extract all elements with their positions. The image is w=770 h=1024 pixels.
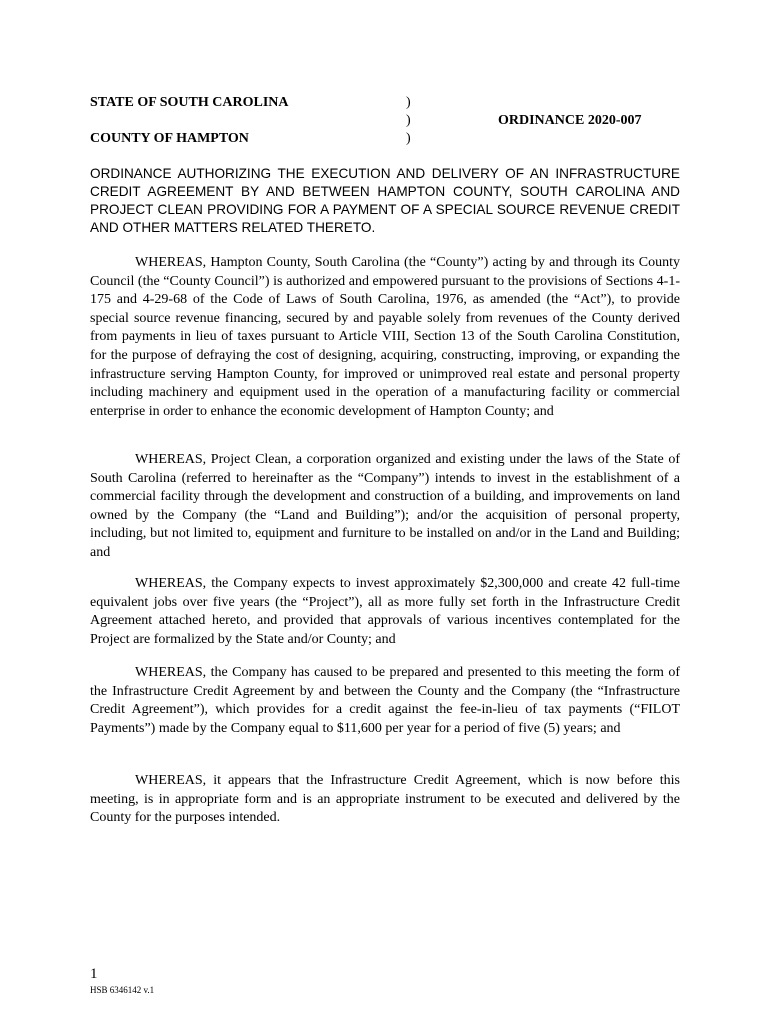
- whereas-paragraph: WHEREAS, Hampton County, South Carolina (the “County”) acting by and through its County Council (the “County Council”) is authorized and empowered pursuant to the provisions of Sections 4-1-175 and 4-29-68 of the Code of Laws of South Carolina, 1976, as amended (the “Act”), to provide special source revenue financing, secured by and payable solely from revenues of the County derived from payments in lieu of taxes pursuant to Article VIII, Section 13 of the South Carolina Constitution, for the purpose of defraying the cost of designing, acquiring, constructing, improving, or expanding the infrastructure serving Hampton County, for improved or unimproved real estate and personal property including machinery and equipment used in the operation of a manufacturing facility or commercial enterprise in order to enhance the economic development of Hampton County; and: [90, 255, 680, 419]
- whereas-paragraph: WHEREAS, it appears that the Infrastructure Credit Agreement, which is now before this meeting, is in appropriate form and is an appropriate instrument to be executed and delivered by the County for the purposes intended.: [90, 773, 680, 826]
- caption-paren: ): [406, 95, 411, 110]
- whereas-paragraph: WHEREAS, Project Clean, a corporation organized and existing under the laws of the State of South Carolina (referred to hereinafter as the “Company”) intends to invest in the establishment of a commercial facility through the development and construction of a building, and improvements on land owned by the Company (the “Land and Building”); and/or the acquisition of personal property, including, but not limited to, equipment and furniture to be installed on and/or in the Land and Building; and: [90, 452, 680, 560]
- whereas-paragraph: WHEREAS, the Company expects to invest approximately $2,300,000 and create 42 full-time equivalent jobs over five years (the “Project”), all as more fully set forth in the Infrastructure Credit Agreement attached hereto, and provided that approvals of various incentives contemplated for the Project are formalized by the State and/or County; and: [90, 576, 680, 647]
- ordinance-title: ORDINANCE AUTHORIZING THE EXECUTION AND DELIVERY OF AN INFRASTRUCTURE CREDIT AGREEMENT BY AND BETWEEN HAMPTON COUNTY, SOUTH CAROLINA AND PROJECT CLEAN PROVIDING FOR A PAYMENT OF A SPECIAL SOURCE REVENUE CREDIT AND OTHER MATTERS RELATED THERETO.: [90, 166, 680, 235]
- page-number: 1: [90, 966, 98, 982]
- caption-paren: ): [406, 131, 411, 146]
- whereas-paragraph: WHEREAS, the Company has caused to be prepared and presented to this meeting the form of the Infrastructure Credit Agreement by and between the County and the Company (the “Infrastructure Credit Agreement”), which provides for a credit against the fee-in-lieu of tax payments (“FILOT Payments”) made by the Company equal to $11,600 per year for a period of five (5) years; and: [90, 665, 680, 736]
- state-caption: STATE OF SOUTH CAROLINA: [90, 95, 289, 110]
- county-caption: COUNTY OF HAMPTON: [90, 131, 249, 146]
- ordinance-number: ORDINANCE 2020-007: [498, 113, 642, 128]
- caption-paren: ): [406, 113, 411, 128]
- document-id: HSB 6346142 v.1: [90, 985, 155, 995]
